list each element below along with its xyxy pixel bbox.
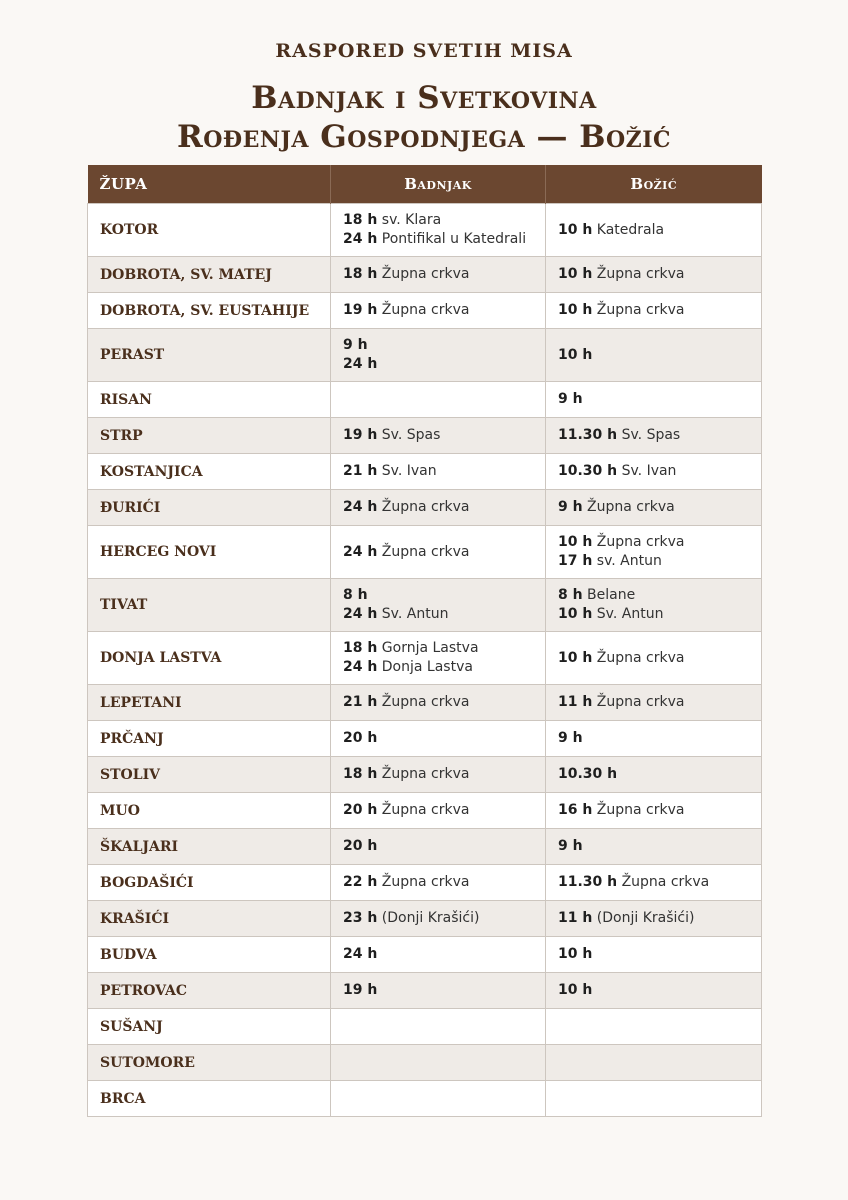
mass-entry — [343, 336, 533, 355]
table-row — [88, 257, 762, 293]
mass-location: Gornja Lastva — [381, 640, 479, 656]
bozic-cell — [546, 1009, 762, 1045]
bozic-cell — [546, 382, 762, 418]
mass-entry — [343, 873, 533, 892]
zupa-cell: BUDVA — [88, 937, 331, 973]
badnjak-cell — [331, 293, 546, 329]
table-row — [88, 526, 762, 579]
mass-time: 18 h — [343, 212, 378, 228]
mass-time: 24 h — [343, 499, 378, 515]
mass-location: Sv. Ivan — [381, 463, 437, 479]
mass-time: 18 h — [343, 266, 378, 282]
table-row — [88, 418, 762, 454]
table-row — [88, 901, 762, 937]
mass-entry — [558, 729, 749, 748]
mass-time: 10 h — [558, 346, 593, 363]
mass-entry — [558, 426, 749, 445]
mass-entry — [558, 498, 749, 517]
table-body — [88, 204, 762, 1117]
mass-location: Župna crkva — [596, 534, 685, 550]
bozic-cell — [546, 721, 762, 757]
badnjak-cell — [331, 454, 546, 490]
zupa-cell: MUO — [88, 793, 331, 829]
bozic-cell — [546, 526, 762, 579]
mass-entry — [343, 981, 533, 1000]
bozic-cell — [546, 454, 762, 490]
column-header-bozic: Božić — [546, 165, 762, 204]
mass-entry — [343, 605, 533, 624]
mass-location: (Donji Krašići) — [596, 910, 695, 926]
table-row — [88, 937, 762, 973]
badnjak-cell — [331, 793, 546, 829]
badnjak-cell — [331, 973, 546, 1009]
table-row — [88, 204, 762, 257]
mass-entry — [558, 533, 749, 552]
badnjak-cell — [331, 865, 546, 901]
mass-location: Župna crkva — [587, 499, 675, 515]
bozic-cell — [546, 579, 762, 632]
zupa-cell: KRAŠIĆI — [88, 901, 331, 937]
mass-entry — [343, 211, 533, 230]
mass-time: 22 h — [343, 874, 378, 890]
bozic-cell — [546, 685, 762, 721]
mass-time: 10.30 h — [558, 766, 618, 782]
mass-location: Župna crkva — [596, 694, 685, 710]
table-row — [88, 865, 762, 901]
mass-entry — [343, 426, 533, 445]
mass-time: 11 h — [558, 694, 593, 710]
badnjak-cell — [331, 901, 546, 937]
mass-location: Župna crkva — [381, 266, 470, 282]
mass-time: 11.30 h — [558, 874, 618, 890]
zupa-cell: PETROVAC — [88, 973, 331, 1009]
bozic-cell — [546, 329, 762, 382]
mass-entry — [343, 837, 533, 856]
mass-entry — [558, 301, 749, 320]
mass-entry — [343, 765, 533, 784]
badnjak-cell — [331, 685, 546, 721]
mass-time: 10 h — [558, 534, 593, 550]
mass-time: 10 h — [558, 221, 593, 238]
badnjak-cell — [331, 937, 546, 973]
badnjak-cell — [331, 721, 546, 757]
zupa-cell: DOBROTA, SV. MATEJ — [88, 257, 331, 293]
mass-entry — [343, 693, 533, 712]
zupa-cell: PRČANJ — [88, 721, 331, 757]
mass-entry — [558, 909, 749, 928]
mass-entry — [558, 265, 749, 284]
mass-time: 18 h — [343, 640, 378, 656]
mass-entry — [558, 981, 749, 1000]
table-row — [88, 1081, 762, 1117]
badnjak-cell — [331, 490, 546, 526]
bozic-cell — [546, 204, 762, 257]
mass-entry — [558, 837, 749, 856]
bozic-cell — [546, 293, 762, 329]
table-row — [88, 829, 762, 865]
mass-location: Sv. Spas — [621, 427, 681, 443]
bozic-cell — [546, 418, 762, 454]
bozic-cell — [546, 257, 762, 293]
badnjak-cell — [331, 757, 546, 793]
mass-entry — [343, 658, 533, 677]
page-title-line-2: Rođenja Gospodnjega — Božić — [176, 119, 672, 155]
zupa-cell: ĐURIĆI — [88, 490, 331, 526]
badnjak-cell — [331, 204, 546, 257]
mass-time: 23 h — [343, 910, 378, 926]
mass-time: 24 h — [343, 231, 378, 247]
zupa-cell: HERCEG NOVI — [88, 526, 331, 579]
bozic-cell — [546, 973, 762, 1009]
bozic-cell — [546, 1045, 762, 1081]
column-header-badnjak: Badnjak — [331, 165, 546, 204]
zupa-cell: SUŠANJ — [88, 1009, 331, 1045]
mass-time: 24 h — [343, 659, 378, 675]
mass-location: Župna crkva — [596, 266, 685, 282]
mass-time: 11 h — [558, 910, 593, 926]
mass-time: 11.30 h — [558, 427, 618, 443]
mass-time: 9 h — [558, 838, 583, 854]
table-row — [88, 490, 762, 526]
zupa-cell: ŠKALJARI — [88, 829, 331, 865]
bozic-cell — [546, 829, 762, 865]
mass-entry — [343, 301, 533, 320]
mass-location: Župna crkva — [596, 649, 685, 666]
mass-entry — [558, 390, 749, 409]
table-row — [88, 793, 762, 829]
mass-time: 19 h — [343, 427, 378, 443]
bozic-cell — [546, 490, 762, 526]
mass-time: 9 h — [558, 499, 583, 515]
mass-location: Sv. Ivan — [621, 463, 677, 479]
mass-location: Župna crkva — [381, 499, 470, 515]
bozic-cell — [546, 632, 762, 685]
mass-time: 8 h — [558, 587, 583, 603]
badnjak-cell — [331, 329, 546, 382]
mass-entry — [558, 346, 749, 365]
mass-location: Sv. Antun — [381, 606, 449, 622]
mass-time: 9 h — [558, 730, 583, 746]
mass-time: 10 h — [558, 606, 593, 622]
mass-location: Župna crkva — [621, 874, 710, 890]
bozic-cell — [546, 793, 762, 829]
mass-entry — [343, 586, 533, 605]
mass-time: 8 h — [343, 587, 368, 603]
mass-time: 10 h — [558, 946, 593, 962]
mass-time: 21 h — [343, 463, 378, 479]
mass-time: 16 h — [558, 802, 593, 818]
mass-time: 10 h — [558, 649, 593, 666]
bozic-cell — [546, 937, 762, 973]
mass-time: 17 h — [558, 553, 593, 569]
badnjak-cell — [331, 418, 546, 454]
mass-entry — [343, 543, 533, 562]
table-row — [88, 632, 762, 685]
mass-location: Župna crkva — [381, 874, 470, 890]
table-row — [88, 1009, 762, 1045]
mass-location: Župna crkva — [596, 802, 685, 818]
mass-entry — [558, 801, 749, 820]
mass-location: Župna crkva — [381, 766, 470, 782]
table-row — [88, 1045, 762, 1081]
mass-time: 21 h — [343, 694, 378, 710]
mass-time: 24 h — [343, 543, 378, 560]
zupa-cell: STOLIV — [88, 757, 331, 793]
mass-entry — [343, 945, 533, 964]
mass-entry — [558, 221, 749, 240]
mass-entry — [343, 355, 533, 374]
mass-entry — [343, 462, 533, 481]
zupa-cell: DOBROTA, SV. EUSTAHIJE — [88, 293, 331, 329]
mass-time: 10 h — [558, 302, 593, 318]
mass-time: 18 h — [343, 766, 378, 782]
mass-entry — [558, 765, 749, 784]
mass-entry — [558, 462, 749, 481]
table-row — [88, 293, 762, 329]
table-header — [88, 165, 762, 204]
mass-entry — [558, 649, 749, 668]
mass-location: Donja Lastva — [381, 659, 473, 675]
badnjak-cell — [331, 257, 546, 293]
table-row — [88, 454, 762, 490]
zupa-cell: SUTOMORE — [88, 1045, 331, 1081]
mass-location: sv. Klara — [381, 212, 442, 228]
table-row — [88, 685, 762, 721]
mass-location: Župna crkva — [596, 302, 685, 318]
zupa-cell: BOGDAŠIĆI — [88, 865, 331, 901]
mass-entry — [558, 873, 749, 892]
mass-location: Župna crkva — [381, 302, 470, 318]
table-row — [88, 757, 762, 793]
mass-location: Sv. Antun — [596, 606, 664, 622]
mass-time: 20 h — [343, 838, 378, 854]
mass-entry — [343, 801, 533, 820]
zupa-cell: KOSTANJICA — [88, 454, 331, 490]
page-title-line-1: Badnjak i Svetkovina — [251, 80, 597, 116]
bozic-cell — [546, 757, 762, 793]
mass-time: 9 h — [558, 391, 583, 407]
mass-time: 19 h — [343, 302, 378, 318]
zupa-cell: PERAST — [88, 329, 331, 382]
mass-entry — [343, 729, 533, 748]
badnjak-cell — [331, 1081, 546, 1117]
badnjak-cell — [331, 632, 546, 685]
mass-location: Belane — [587, 587, 636, 603]
badnjak-cell — [331, 382, 546, 418]
mass-time: 9 h — [343, 337, 368, 353]
badnjak-cell — [331, 829, 546, 865]
zupa-cell: LEPETANI — [88, 685, 331, 721]
table-row — [88, 721, 762, 757]
bozic-cell — [546, 865, 762, 901]
table-row — [88, 382, 762, 418]
mass-location: sv. Antun — [596, 553, 662, 569]
zupa-cell: BRCA — [88, 1081, 331, 1117]
mass-time: 24 h — [343, 356, 378, 372]
table-row — [88, 973, 762, 1009]
zupa-cell: KOTOR — [88, 204, 331, 257]
table-row — [88, 329, 762, 382]
mass-location: Katedrala — [596, 221, 665, 238]
bozic-cell — [546, 901, 762, 937]
mass-location: Župna crkva — [381, 802, 470, 818]
mass-schedule-table — [87, 165, 762, 1117]
mass-location: Župna crkva — [381, 543, 470, 560]
badnjak-cell — [331, 526, 546, 579]
mass-entry — [343, 265, 533, 284]
mass-time: 19 h — [343, 982, 378, 998]
mass-time: 10.30 h — [558, 463, 618, 479]
column-header-zupa: ŽUPA — [88, 165, 331, 204]
zupa-cell: RISAN — [88, 382, 331, 418]
zupa-cell: TIVAT — [88, 579, 331, 632]
mass-entry — [343, 639, 533, 658]
zupa-cell: STRP — [88, 418, 331, 454]
mass-time: 24 h — [343, 946, 378, 962]
table-row — [88, 579, 762, 632]
bozic-cell — [546, 1081, 762, 1117]
mass-entry — [558, 586, 749, 605]
mass-entry — [343, 498, 533, 517]
mass-time: 20 h — [343, 802, 378, 818]
mass-entry — [343, 909, 533, 928]
mass-time: 24 h — [343, 606, 378, 622]
mass-location: Sv. Spas — [381, 427, 441, 443]
badnjak-cell — [331, 579, 546, 632]
badnjak-cell — [331, 1009, 546, 1045]
mass-entry — [343, 230, 533, 249]
kicker-heading: RASPORED SVETIH MISA — [275, 40, 573, 62]
mass-location: Župna crkva — [381, 694, 470, 710]
mass-location: (Donji Krašići) — [381, 910, 480, 926]
mass-time: 10 h — [558, 982, 593, 998]
mass-time: 20 h — [343, 730, 378, 746]
mass-entry — [558, 552, 749, 571]
mass-location: Pontifikal u Katedrali — [381, 231, 527, 247]
badnjak-cell — [331, 1045, 546, 1081]
zupa-cell: DONJA LASTVA — [88, 632, 331, 685]
mass-entry — [558, 945, 749, 964]
mass-time: 10 h — [558, 266, 593, 282]
mass-entry — [558, 693, 749, 712]
mass-entry — [558, 605, 749, 624]
